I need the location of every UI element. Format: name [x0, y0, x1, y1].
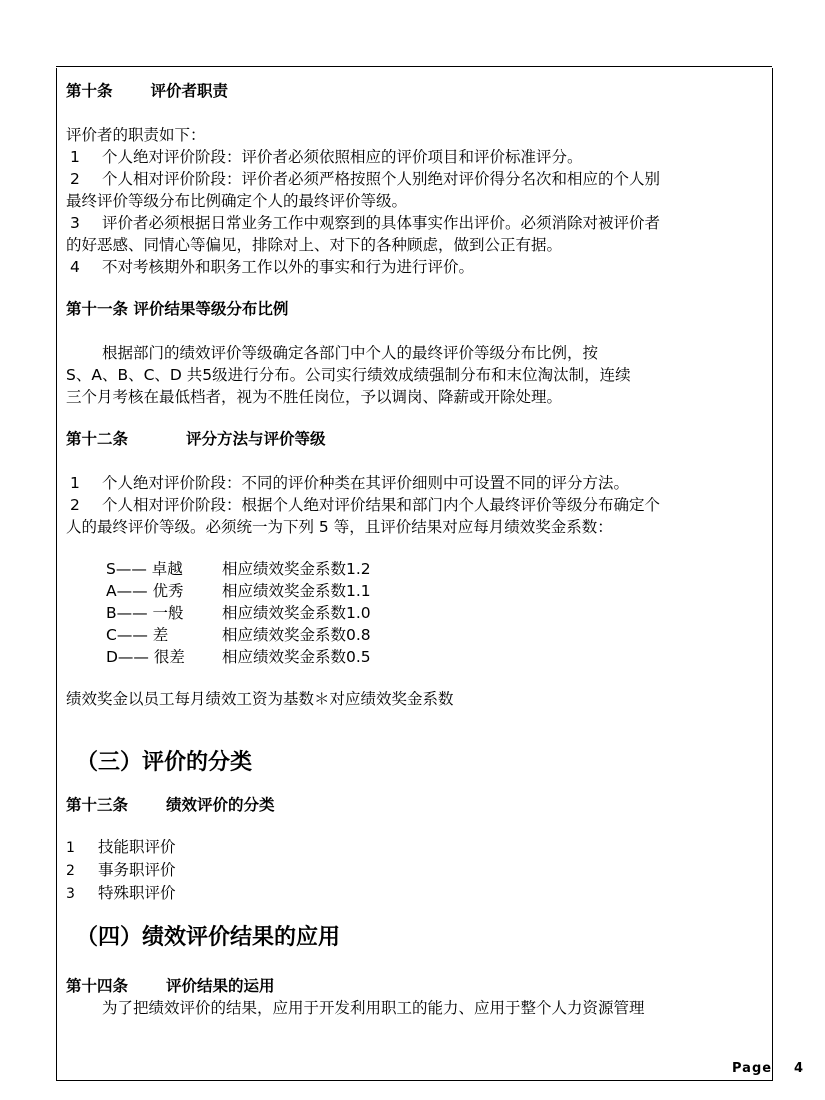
- section-4-heading: （四）绩效评价结果的应用: [76, 925, 341, 950]
- grade-row-s: S—— 卓越 相应绩效奖金系数1.2: [106, 560, 371, 578]
- article-12-item-2-cont: 人的最终评价等级。必须统一为下列 5 等，且评价结果对应每月绩效奖金系数：: [66, 518, 613, 536]
- bonus-formula: 绩效奖金以员工每月绩效工资为基数＊对应绩效奖金系数: [66, 690, 454, 708]
- article-11-line-3: 三个月考核在最低档者，视为不胜任岗位，予以调岗、降薪或开除处理。: [66, 388, 563, 406]
- page-label: Page: [732, 1061, 773, 1076]
- article-11-line-2: S、A、B、C、D 共5级进行分布。公司实行绩效成绩强制分布和末位淘汰制，连续: [66, 366, 631, 384]
- article-10-item-2-cont: 最终评价等级分布比例确定个人的最终评价等级。: [66, 192, 408, 210]
- article-10-heading: [66, 80, 766, 102]
- article-14-title: 评价结果的运用: [166, 977, 275, 995]
- article-12-item-2: 2 个人相对评价阶段：根据个人绝对评价结果和部门内个人最终评价等级分布确定个: [70, 496, 661, 514]
- document-body: [66, 80, 766, 1019]
- article-10-item-3-cont: 的好恶感、同情心等偏见，排除对上、对下的各种顾虑，做到公正有据。: [66, 236, 563, 254]
- page-top-rule: [56, 66, 772, 67]
- article-14-line-1: 为了把绩效评价的结果，应用于开发利用职工的能力、应用于整个人力资源管理: [102, 999, 645, 1017]
- page-number: 4: [794, 1061, 804, 1076]
- article-13-item-1: 1 技能职评价: [66, 838, 176, 856]
- article-10-number: 第十条: [66, 82, 113, 100]
- article-10-intro: 评价者的职责如下：: [66, 126, 206, 144]
- article-12-item-1: 1 个人绝对评价阶段：不同的评价种类在其评价细则中可设置不同的评分方法。: [70, 474, 630, 492]
- article-12-number: 第十二条: [66, 430, 129, 448]
- article-13-item-2: 2 事务职评价: [66, 861, 176, 879]
- article-13-item-3: 3 特殊职评价: [66, 884, 176, 902]
- article-14-heading: [66, 975, 766, 997]
- article-10-title: 评价者职责: [150, 82, 229, 100]
- article-12-heading: [66, 428, 766, 450]
- section-3-heading: （三）评价的分类: [76, 750, 253, 775]
- article-13-heading: [66, 794, 766, 816]
- grade-row-b: B—— 一般 相应绩效奖金系数1.0: [106, 604, 371, 622]
- article-13-number: 第十三条: [66, 796, 129, 814]
- grade-row-c: C—— 差 相应绩效奖金系数0.8: [106, 626, 371, 644]
- grade-row-d: D—— 很差 相应绩效奖金系数0.5: [106, 648, 371, 666]
- article-12-title: 评分方法与评价等级: [186, 430, 326, 448]
- article-10-item-4: 4 不对考核期外和职务工作以外的事实和行为进行评价。: [70, 258, 475, 276]
- article-11-line-1: 根据部门的绩效评价等级确定各部门中个人的最终评价等级分布比例，按: [102, 344, 599, 362]
- grade-row-a: A—— 优秀 相应绩效奖金系数1.1: [106, 582, 371, 600]
- article-10-item-1: 1 个人绝对评价阶段：评价者必须依照相应的评价项目和评价标准评分。: [70, 148, 583, 166]
- article-13-title: 绩效评价的分类: [166, 796, 275, 814]
- article-10-item-3: 3 评价者必须根据日常业务工作中观察到的具体事实作出评价。必须消除对被评价者: [70, 214, 661, 232]
- article-10-item-2: 2 个人相对评价阶段：评价者必须严格按照个人别绝对评价得分名次和相应的个人别: [70, 170, 661, 188]
- article-14-number: 第十四条: [66, 977, 129, 995]
- article-11-heading: 第十一条 评价结果等级分布比例: [66, 300, 289, 318]
